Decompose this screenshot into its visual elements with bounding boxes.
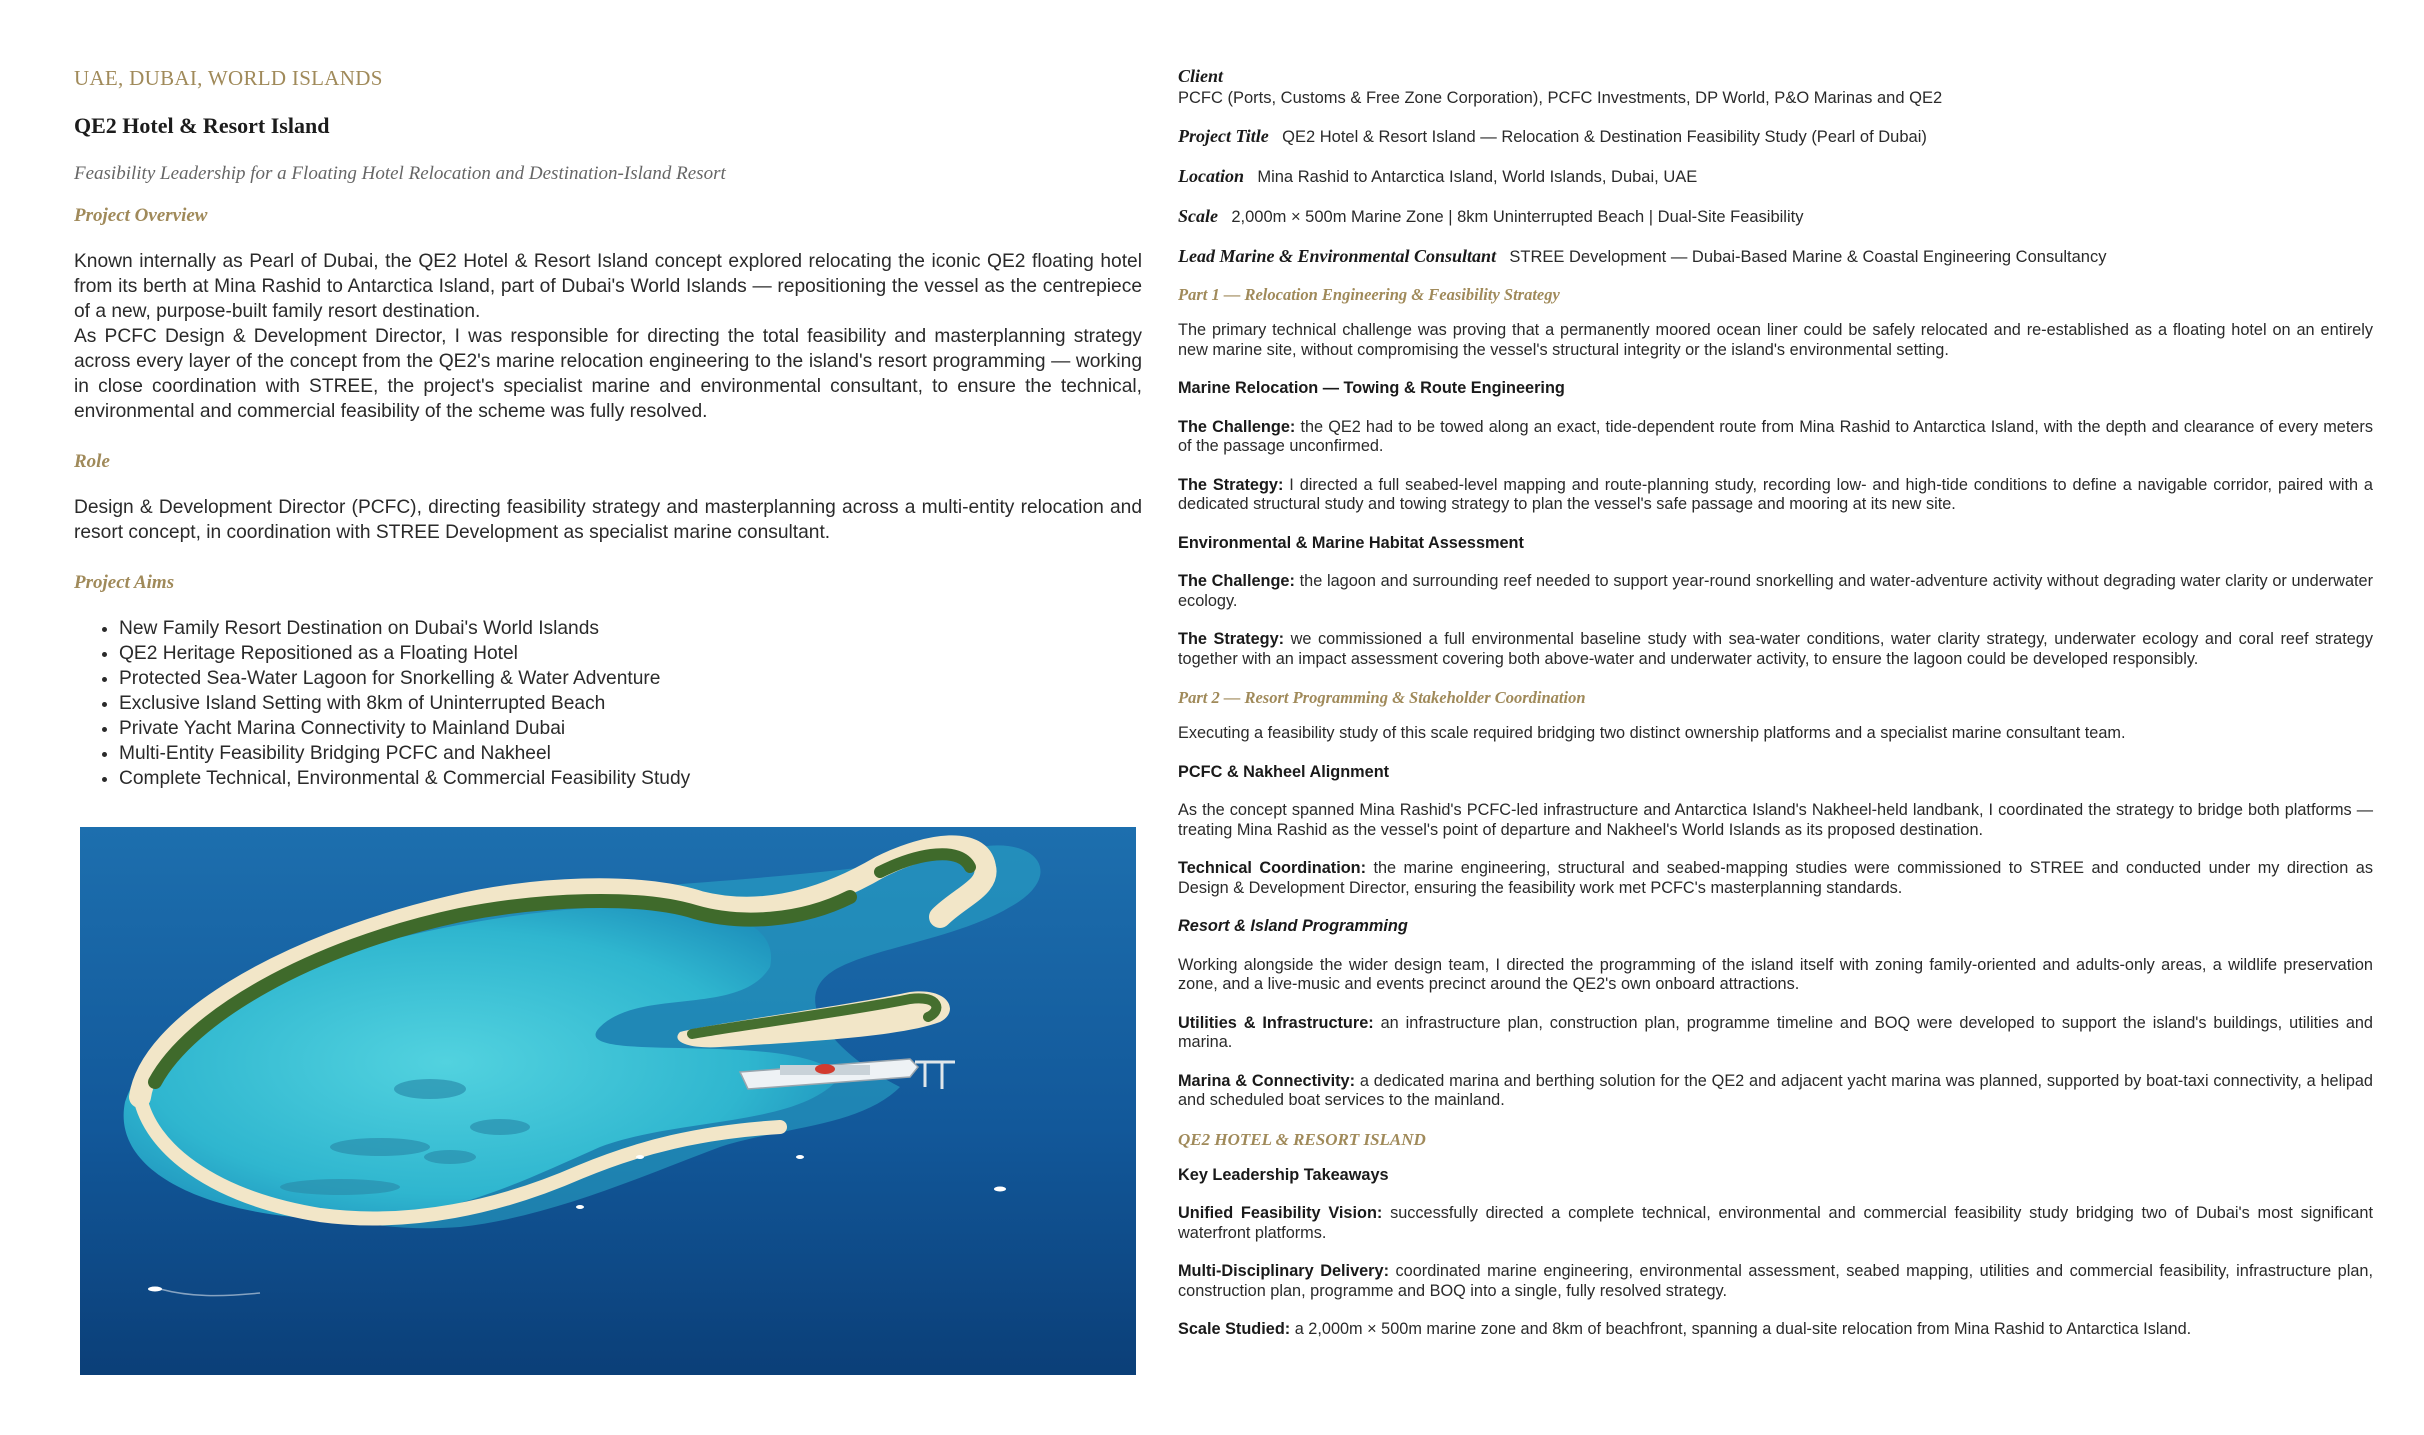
marine-heading: Marine Relocation — Towing & Route Engineering [1178, 379, 1565, 397]
part2-intro: Executing a feasibility study of this scale required bridging two distinct ownership platforms and a specialist marine consultant team. [1178, 724, 2126, 742]
role-text: Design & Development Director (PCFC), directing feasibility strategy and masterplanning across a multi-entity relocation and resort concept, in coordination with STREE Development as specialist marine consultant. [74, 497, 1142, 543]
marine-strategy: The Strategy: I directed a full seabed-level mapping and route-planning study, recording low- and high-tide conditions to define a navigable corridor, paired with a dedicated structural study and towing strategy to plan the vessel's safe passage and mooring at its new site. [1178, 475, 2373, 513]
programming-text: Working alongside the wider design team, I directed the programming of the island itself with zoning family-oriented and adults-only areas, a wildlife preservation zone, and a live-music and events precinct around the QE2's own onboard attractions. [1178, 955, 2373, 993]
marina-text: Marina & Connectivity: a dedicated marina and berthing solution for the QE2 and adjacent yacht marina was planned, supported by boat-taxi connectivity, a helipad and scheduled boat services to the mainland. [1178, 1071, 2373, 1109]
project-title-label: Project Title [1178, 126, 1269, 146]
scale-row [1178, 205, 2373, 229]
takeaway-vision: Unified Feasibility Vision: successfully directed a complete technical, environmental and commercial feasibility study bridging two of Dubai's most significant waterfront platforms. [1178, 1204, 2373, 1242]
overview-paragraph-1: Known internally as Pearl of Dubai, the QE2 Hotel & Resort Island concept explored relocating the iconic QE2 floating hotel from its berth at Mina Rashid to Antarctica Island, part of Dubai's World Islands — repositioning the vessel as the centrepiece of a new, purpose-built family resort destination. [74, 251, 1142, 322]
technical-coordination: Technical Coordination: the marine engineering, structural and seabed-mapping studies were commissioned to STREE and conducted under my direction as Design & Development Director, ensuring the feasibility work met PCFC's masterplanning standards. [1178, 859, 2373, 897]
project-title-value: QE2 Hotel & Resort Island — Relocation & Destination Feasibility Study (Pearl of Dubai) [1282, 128, 1927, 146]
location-eyebrow: UAE, DUBAI, WORLD ISLANDS [74, 66, 383, 90]
project-title: QE2 Hotel & Resort Island [74, 113, 330, 138]
part1-heading: Part 1 — Relocation Engineering & Feasibility Strategy [1178, 285, 1560, 304]
env-heading: Environmental & Marine Habitat Assessment [1178, 533, 1524, 552]
alignment-heading: PCFC & Nakheel Alignment [1178, 762, 1390, 781]
alignment-text: As the concept spanned Mina Rashid's PCFC-led infrastructure and Antarctica Island's Nakheel-held landbank, I coordinated the strategy to bridge both platforms — treating Mina Rashid as the vessel's point of departure and Nakheel's World Islands as its proposed destination. [1178, 801, 2373, 839]
project-subtitle: Feasibility Leadership for a Floating Hotel Relocation and Destination-Island Resort [74, 163, 726, 184]
takeaway-delivery: Multi-Disciplinary Delivery: coordinated marine engineering, environmental assessment, seabed mapping, utilities and commercial feasibility, infrastructure plan, construction plan, programme and BOQ into a single, fully resolved strategy. [1178, 1262, 2373, 1300]
takeaways-heading: Key Leadership Takeaways [1178, 1165, 1389, 1184]
list-item: • Exclusive Island Setting with 8km of Uninterrupted Beach [119, 691, 1142, 716]
role-heading: Role [74, 451, 110, 472]
utilities-text: Utilities & Infrastructure: an infrastructure plan, construction plan, programme timeline and BOQ were developed to support the island's buildings, utilities and marina. [1178, 1013, 2373, 1051]
location-label: Location [1178, 166, 1244, 186]
overview-paragraph-2: As PCFC Design & Development Director, I was responsible for directing the total feasibility and masterplanning strategy across every layer of the concept from the QE2's marine relocation engineering to the island's resort programming — working in close coordination with STREE, the project's specialist marine and environmental consultant, to ensure the technical, environmental and commercial feasibility of the scheme was fully resolved. [74, 326, 1142, 422]
scale-value: 2,000m × 500m Marine Zone | 8km Uninterrupted Beach | Dual-Site Feasibility [1231, 208, 1804, 226]
client-value: PCFC (Ports, Customs & Free Zone Corporation), PCFC Investments, DP World, P&O Marinas and QE2 [1178, 89, 1943, 107]
takeaway-scale: Scale Studied: a 2,000m × 500m marine zone and 8km of beachfront, spanning a dual-site relocation from Mina Rashid to Antarctica Island. [1178, 1320, 2192, 1338]
list-item: • Multi-Entity Feasibility Bridging PCFC and Nakheel [119, 741, 1142, 766]
part1-intro: The primary technical challenge was proving that a permanently moored ocean liner could be safely relocated and re-established as a floating hotel on an entirely new marine site, without compromising the vessel's structural integrity or the island's environmental setting. [1178, 321, 2373, 359]
right-column [1178, 66, 2373, 1359]
client-label: Client [1178, 66, 1224, 86]
list-item: • QE2 Heritage Repositioned as a Floating Hotel [119, 641, 1142, 666]
island-aerial-image [80, 827, 1136, 1375]
aims-heading: Project Aims [74, 572, 175, 593]
list-item: • Private Yacht Marina Connectivity to Mainland Dubai [119, 716, 1142, 741]
list-item: • New Family Resort Destination on Dubai's World Islands [119, 616, 1142, 641]
part2-heading: Part 2 — Resort Programming & Stakeholder Coordination [1178, 688, 1586, 707]
left-column [74, 66, 1142, 791]
scale-label: Scale [1178, 206, 1218, 226]
consultant-value: STREE Development — Dubai-Based Marine & Coastal Engineering Consultancy [1509, 248, 2107, 266]
project-title-row [1178, 125, 2373, 149]
closing-heading: QE2 HOTEL & RESORT ISLAND [1178, 1129, 1426, 1149]
programming-heading: Resort & Island Programming [1178, 917, 1408, 935]
env-challenge: The Challenge: the lagoon and surrounding reef needed to support year-round snorkelling and water-adventure activity without degrading water clarity or underwater ecology. [1178, 572, 2373, 610]
location-value: Mina Rashid to Antarctica Island, World Islands, Dubai, UAE [1257, 168, 1698, 186]
location-row [1178, 165, 2373, 189]
overview-heading: Project Overview [74, 205, 208, 226]
marine-challenge: The Challenge: the QE2 had to be towed along an exact, tide-dependent route from Mina Rashid to Antarctica Island, with the depth and clearance of every meters of the passage unconfirmed. [1178, 417, 2373, 455]
list-item: • Protected Sea-Water Lagoon for Snorkelling & Water Adventure [119, 666, 1142, 691]
env-strategy: The Strategy: we commissioned a full environmental baseline study with sea-water conditions, water clarity strategy, underwater ecology and coral reef strategy together with an impact assessment covering both above-water and underwater activity, to ensure the lagoon could be developed responsibly. [1178, 630, 2373, 668]
consultant-label: Lead Marine & Environmental Consultant [1178, 246, 1497, 266]
list-item: • Complete Technical, Environmental & Commercial Feasibility Study [119, 766, 1142, 791]
aims-list [74, 616, 1142, 791]
consultant-row [1178, 245, 2373, 269]
